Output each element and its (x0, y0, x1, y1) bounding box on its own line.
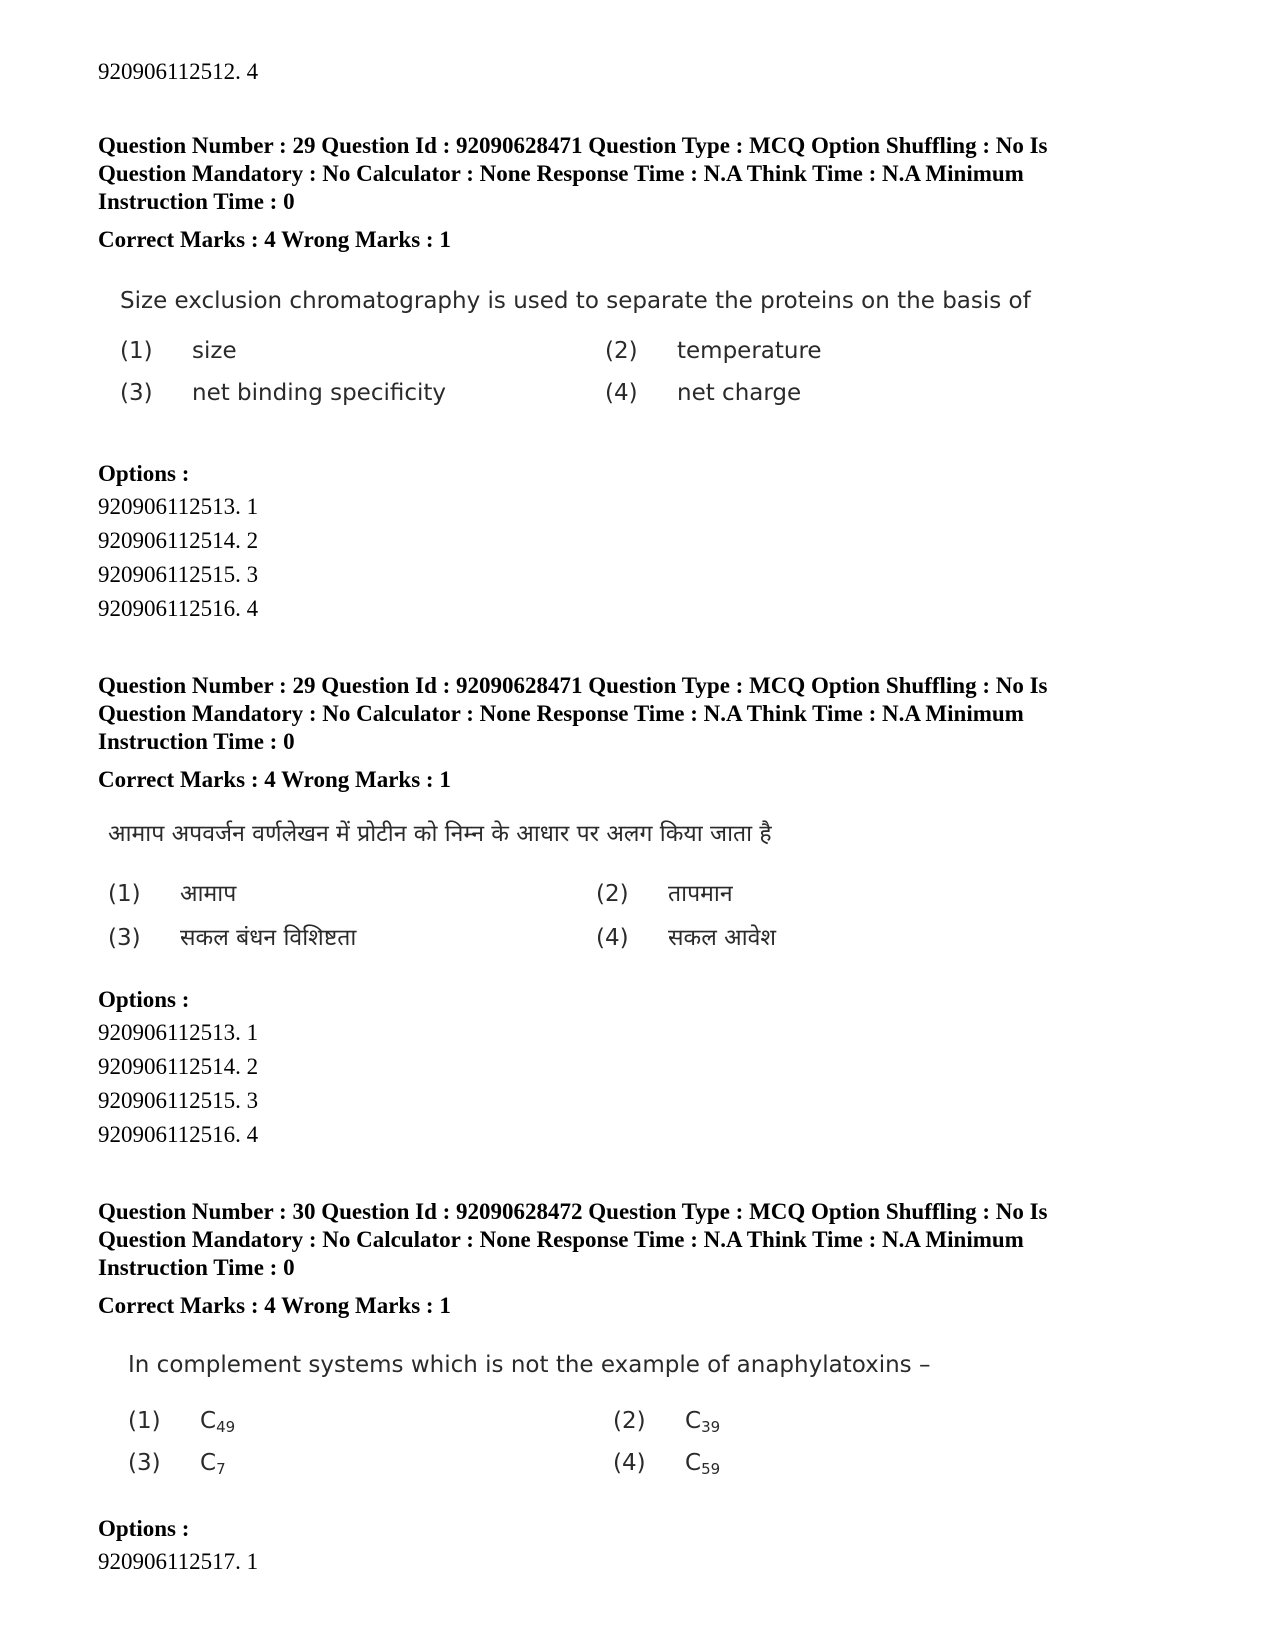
option-line: 920906112512. 4 (98, 59, 259, 84)
option-item: 920906112513. 1 (98, 494, 259, 519)
question-image (120, 288, 1031, 428)
meta-line: Question Mandatory : No Calculator : None Response Time : N.A Think Time : N.A Minimum (98, 1227, 1024, 1252)
choice-3: (3) $C_7$ (128, 1450, 226, 1478)
option-item: 920906112514. 2 (98, 1054, 259, 1079)
option-item: 920906112514. 2 (98, 528, 259, 553)
meta-line: Instruction Time : 0 (98, 189, 295, 214)
options-label: Options : (98, 987, 190, 1012)
marks-line: Correct Marks : 4 Wrong Marks : 1 (98, 1293, 451, 1318)
choice-4: (4) net charge (605, 380, 802, 406)
question-text: आमाप अपवर्जन वर्णलेखन में प्रोटीन को निम्न के आधार पर अलग किया जाता है (108, 821, 772, 847)
options-list (98, 490, 258, 626)
choice-1: (1) size (120, 338, 237, 364)
options-label: Options : (98, 461, 190, 486)
choice-2: (2) temperature (605, 338, 822, 364)
option-item: 920906112516. 4 (98, 596, 259, 621)
option-item: 920906112515. 3 (98, 1088, 259, 1113)
question-text: Size exclusion chromatography is used to separate the proteins on the basis of (120, 288, 1031, 314)
meta-line: Question Mandatory : No Calculator : None Response Time : N.A Think Time : N.A Minimum (98, 161, 1024, 186)
options-list (98, 1016, 258, 1152)
choice-3: (3) सकल बंधन विशिष्टता (108, 925, 357, 951)
option-item: 920906112515. 3 (98, 562, 259, 587)
meta-line: Question Number : 30 Question Id : 92090628472 Question Type : MCQ Option Shuffling : No Is (98, 1199, 1048, 1224)
choice-4: (4) सकल आवेश (596, 925, 777, 951)
choice-2: (2) तापमान (596, 881, 733, 907)
meta-line: Instruction Time : 0 (98, 1255, 295, 1280)
meta-line: Question Number : 29 Question Id : 92090628471 Question Type : MCQ Option Shuffling : No Is (98, 133, 1048, 158)
choice-1: (1) $C_{49}$ (128, 1408, 236, 1436)
option-item: 920906112517. 1 (98, 1549, 259, 1574)
option-item: 920906112513. 1 (98, 1020, 259, 1045)
question-meta (98, 132, 1198, 216)
choice-1: (1) आमाप (108, 881, 237, 907)
question-meta (98, 672, 1198, 756)
choice-4: (4) $C_{59}$ (613, 1450, 721, 1478)
choice-2: (2) $C_{39}$ (613, 1408, 721, 1436)
meta-line: Question Number : 29 Question Id : 92090628471 Question Type : MCQ Option Shuffling : No Is (98, 673, 1048, 698)
marks-line: Correct Marks : 4 Wrong Marks : 1 (98, 227, 451, 252)
meta-line: Instruction Time : 0 (98, 729, 295, 754)
option-item: 920906112516. 4 (98, 1122, 259, 1147)
meta-line: Question Mandatory : No Calculator : None Response Time : N.A Think Time : N.A Minimum (98, 701, 1024, 726)
question-meta (98, 1198, 1198, 1282)
choice-3: (3) net binding specificity (120, 380, 447, 406)
question-image (108, 816, 1008, 956)
options-label: Options : (98, 1516, 190, 1541)
marks-line: Correct Marks : 4 Wrong Marks : 1 (98, 767, 451, 792)
options-list (98, 1545, 258, 1579)
question-image (128, 1352, 1028, 1492)
question-text: In complement systems which is not the example of anaphylatoxins – (128, 1352, 931, 1378)
